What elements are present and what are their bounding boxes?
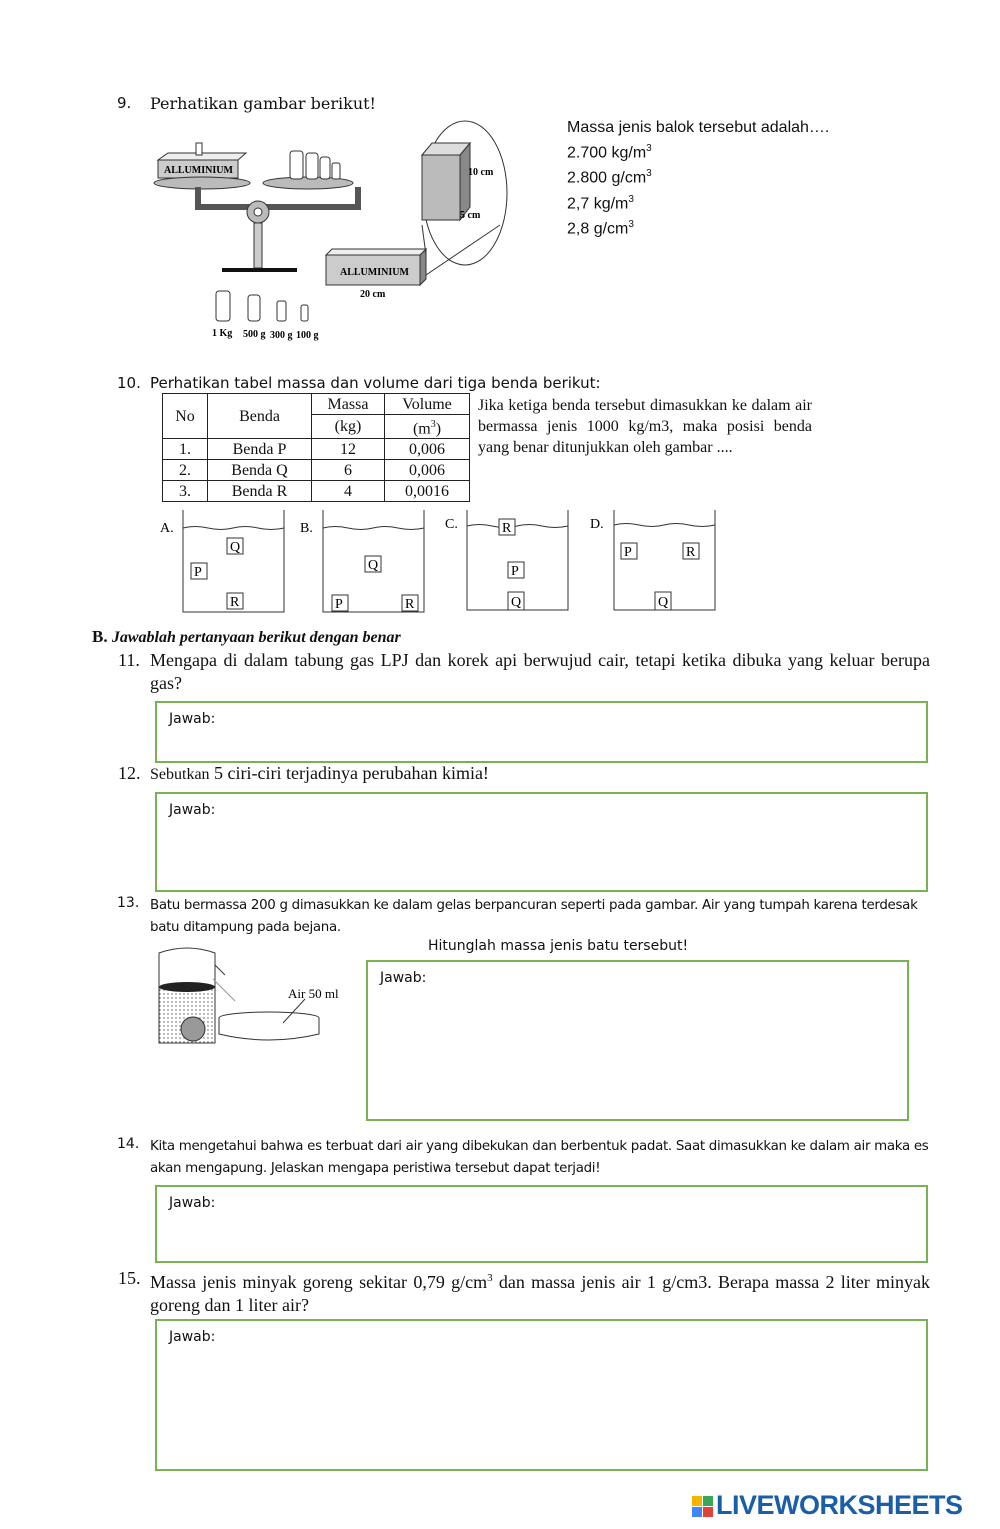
th-kg: (kg) bbox=[312, 415, 385, 439]
q9-option-a[interactable] bbox=[567, 138, 829, 163]
cell: 0,006 bbox=[385, 460, 470, 481]
q15-answer-box bbox=[155, 1319, 928, 1471]
logo-text: LIVEWORKSHEETS bbox=[716, 1490, 963, 1520]
q11-answer-input[interactable] bbox=[167, 735, 916, 753]
q9-option-c[interactable] bbox=[567, 189, 829, 214]
choice-label: D. bbox=[590, 517, 604, 532]
block-label: ALLUMINIUM bbox=[340, 267, 409, 278]
th-benda: Benda bbox=[208, 394, 312, 439]
cell: 2. bbox=[163, 460, 208, 481]
section-title: Jawablah pertanyaan berikut dengan benar bbox=[111, 629, 401, 646]
choice-a[interactable] bbox=[160, 510, 284, 612]
q9-option-b[interactable] bbox=[567, 163, 829, 188]
answer-label: Jawab: bbox=[169, 1195, 216, 1211]
cell: Benda R bbox=[208, 481, 312, 502]
cell: 1. bbox=[163, 439, 208, 460]
section-b-heading bbox=[92, 627, 401, 647]
sup: 3 bbox=[628, 218, 634, 230]
q13-subprompt: Hitunglah massa jenis batu tersebut! bbox=[428, 938, 689, 954]
overflow-glass-figure bbox=[155, 945, 355, 1053]
table-row bbox=[163, 481, 470, 502]
obj-p: P bbox=[194, 565, 202, 580]
obj-q: Q bbox=[511, 595, 522, 610]
weight-label-500g: 500 g bbox=[243, 329, 266, 340]
q12-text-b: 5 ciri-ciri terjadinya perubahan kimia! bbox=[209, 763, 489, 783]
sup: 3 bbox=[646, 168, 652, 180]
obj-r: R bbox=[502, 521, 512, 536]
dim-height: 10 cm bbox=[468, 167, 494, 178]
cell: Benda Q bbox=[208, 460, 312, 481]
dim-length: 20 cm bbox=[360, 289, 386, 300]
obj-p: P bbox=[335, 597, 343, 612]
logo-icon bbox=[692, 1494, 714, 1518]
q15-text bbox=[150, 1267, 930, 1317]
q13-answer-box bbox=[366, 960, 909, 1121]
sup: 3 bbox=[430, 419, 436, 430]
q9-question-block bbox=[567, 117, 829, 239]
cell: 3. bbox=[163, 481, 208, 502]
balance-scale-figure bbox=[150, 115, 530, 345]
th-no: No bbox=[163, 394, 208, 439]
answer-label: Jawab: bbox=[380, 970, 427, 986]
sup: 3 bbox=[487, 1272, 493, 1284]
table-row bbox=[163, 460, 470, 481]
choice-d[interactable] bbox=[590, 510, 715, 610]
q12-text bbox=[150, 762, 489, 786]
obj-q: Q bbox=[230, 540, 241, 555]
q10-prompt: Perhatikan tabel massa dan volume dari tiga benda berikut: bbox=[150, 374, 601, 392]
q14-answer-box bbox=[155, 1185, 928, 1263]
q11-text: Mengapa di dalam tabung gas LPJ dan korek api berwujud cair, tetapi ketika dibuka yang keluar berupa gas? bbox=[150, 650, 930, 693]
dim-depth: 5 cm bbox=[460, 210, 481, 221]
q15-text-a: Massa jenis minyak goreng sekitar 0,79 g/cm bbox=[150, 1272, 488, 1292]
sup: 3 bbox=[628, 193, 634, 205]
q15-number: 15. bbox=[118, 1268, 141, 1288]
obj-p: P bbox=[511, 564, 519, 579]
th-volume: Volume bbox=[385, 394, 470, 415]
option-text: 2,7 kg/m bbox=[567, 194, 629, 212]
table-row bbox=[163, 439, 470, 460]
q13-answer-input[interactable] bbox=[378, 994, 897, 1111]
q10-number: 10. bbox=[117, 374, 141, 392]
tank-choices-figure bbox=[155, 505, 735, 620]
q14-number: 14. bbox=[117, 1136, 140, 1152]
cell: 0,006 bbox=[385, 439, 470, 460]
obj-p: P bbox=[624, 545, 632, 560]
obj-q: Q bbox=[368, 558, 379, 573]
obj-r: R bbox=[230, 595, 240, 610]
unit: (m bbox=[412, 420, 431, 438]
obj-q: Q bbox=[658, 595, 669, 610]
answer-label: Jawab: bbox=[169, 711, 216, 727]
q13-number: 13. bbox=[117, 895, 140, 911]
cell: Benda P bbox=[208, 439, 312, 460]
choice-label: A. bbox=[160, 521, 174, 536]
q9-number: 9. bbox=[117, 94, 132, 112]
weight-label-100g: 100 g bbox=[296, 330, 319, 341]
q14-answer-input[interactable] bbox=[167, 1219, 916, 1253]
choice-b[interactable] bbox=[300, 510, 424, 612]
option-text: 2.700 kg/m bbox=[567, 144, 647, 162]
q12-text-a: Sebutkan bbox=[150, 766, 210, 783]
option-text: 2,8 g/cm bbox=[567, 220, 629, 238]
q10-question: Jika ketiga benda tersebut dimasukkan ke dalam air bermassa jenis 1000 kg/m3, maka posisi benda yang benar ditunjukkan oleh gambar .... bbox=[478, 397, 812, 456]
q11-answer-box bbox=[155, 701, 928, 763]
choice-label: C. bbox=[445, 517, 458, 532]
cell: 6 bbox=[312, 460, 385, 481]
answer-label: Jawab: bbox=[169, 802, 216, 818]
q12-number: 12. bbox=[118, 763, 141, 783]
cell: 0,0016 bbox=[385, 481, 470, 502]
q15-text-b: dan massa jenis air 1 g/cm3. Berapa massa 2 liter minyak goreng dan 1 liter air? bbox=[150, 1272, 931, 1315]
obj-r: R bbox=[686, 545, 696, 560]
answer-label: Jawab: bbox=[169, 1329, 216, 1345]
choice-label: B. bbox=[300, 521, 313, 536]
liveworksheets-logo bbox=[692, 1490, 963, 1521]
q15-answer-input[interactable] bbox=[167, 1353, 916, 1461]
q12-answer-box bbox=[155, 792, 928, 892]
cell: 12 bbox=[312, 439, 385, 460]
th-m3 bbox=[385, 415, 470, 439]
q12-answer-input[interactable] bbox=[167, 826, 916, 882]
weight-label-1kg: 1 Kg bbox=[212, 328, 233, 339]
weight-label-300g: 300 g bbox=[270, 330, 293, 341]
sup: 3 bbox=[646, 143, 652, 154]
q13-text: Batu bermassa 200 g dimasukkan ke dalam gelas berpancuran seperti pada gambar. Air yang tumpah karena terdesak batu ditampung pada bejana. bbox=[150, 898, 918, 935]
choice-c[interactable] bbox=[445, 510, 568, 610]
q9-option-d[interactable] bbox=[567, 214, 829, 239]
q11-number: 11. bbox=[118, 650, 140, 670]
q9-prompt: Perhatikan gambar berikut! bbox=[150, 94, 376, 113]
section-letter: B. bbox=[92, 627, 108, 646]
mass-volume-table bbox=[162, 393, 470, 502]
q9-question: Massa jenis balok tersebut adalah…. bbox=[567, 119, 830, 136]
option-text: 2.800 g/cm bbox=[567, 169, 647, 187]
cell: 4 bbox=[312, 481, 385, 502]
q14-text: Kita mengetahui bahwa es terbuat dari air yang dibekukan dan berbentuk padat. Saat dimasukkan ke dalam air maka es akan mengapung. Jelaskan mengapa peristiwa tersebut dapat terjadi! bbox=[150, 1139, 929, 1176]
obj-r: R bbox=[405, 597, 415, 612]
left-block-label: ALLUMINIUM bbox=[164, 165, 233, 176]
th-massa: Massa bbox=[312, 394, 385, 415]
figure-label: Air 50 ml bbox=[288, 986, 339, 1001]
paren: ) bbox=[435, 420, 442, 438]
